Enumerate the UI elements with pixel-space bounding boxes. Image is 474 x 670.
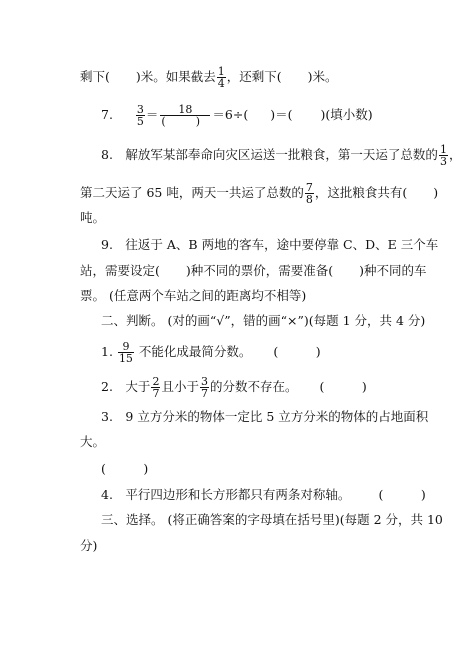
answer-paren[interactable]: ( ) bbox=[273, 344, 321, 359]
question-8-line-3: 吨。 bbox=[80, 210, 106, 225]
question-7: 7. $\frac{3}{5}$ ＝ $\frac{18}{( )}$ ＝6÷( )＝( )(填小数) bbox=[101, 103, 373, 128]
question-8-line-1: 8. 解放军某部奉命向灾区运送一批粮食，第一天运了总数的 $\frac{1}{3}$ ， bbox=[101, 143, 462, 168]
fraction-eighteen-over-blank: $\frac{18}{( )}$ bbox=[159, 104, 211, 127]
answer-paren[interactable]: ( ) bbox=[319, 379, 367, 394]
fraction-one-third: $\frac{1}{3}$ bbox=[439, 143, 447, 168]
fraction-one-quarter: $\frac{1}{4}$ bbox=[217, 65, 225, 90]
fraction-three-sevenths: $\frac{3}{7}$ bbox=[200, 375, 208, 400]
question-9-line-1: 9. 往返于 A、B 两地的客车，途中要停靠 C、D、E 三个车 bbox=[101, 237, 439, 252]
judgement-3-line-1: 3. 9 立方分米的物体一定比 5 立方分米的物体的占地面积 bbox=[101, 409, 429, 424]
question-9-line-2: 站，需要设定( )种不同的票价，需要准备( )种不同的车 bbox=[80, 263, 427, 278]
section-3-heading-line-2: 分) bbox=[80, 538, 98, 553]
fill-blank-line-remaining: 剩下( )米。如果截去 $\frac{1}{4}$ ，还剩下( )米。 bbox=[80, 65, 338, 90]
fraction-three-fifths: $\frac{3}{5}$ bbox=[136, 103, 144, 128]
answer-paren[interactable]: ( ) bbox=[101, 461, 149, 476]
section-2-heading: 二、判断。 (对的画“√”，错的画“×”)(每题 1 分，共 4 分) bbox=[101, 313, 426, 328]
judgement-3-answer[interactable] bbox=[101, 462, 148, 476]
judgement-2: 2. 大于 $\frac{2}{7}$ 且小于 $\frac{3}{7}$ 的分数不存在。 ( ) bbox=[101, 375, 367, 400]
judgement-3-line-2: 大。 bbox=[80, 434, 106, 449]
fraction-two-sevenths: $\frac{2}{7}$ bbox=[152, 375, 160, 400]
question-9-line-3: 票。 (任意两个车站之间的距离均不相等) bbox=[80, 288, 307, 303]
question-8-line-2: 第二天运了 65 吨，两天一共运了总数的 $\frac{7}{8}$ ，这批粮食共有( ) bbox=[80, 181, 439, 206]
fraction-seven-eighths: $\frac{7}{8}$ bbox=[305, 181, 313, 206]
answer-paren[interactable]: ( ) bbox=[378, 487, 426, 502]
judgement-1: 1. $\frac{9}{15}$ 不能化成最简分数。 ( ) bbox=[101, 340, 321, 365]
judgement-4: 4. 平行四边形和长方形都只有两条对称轴。 ( ) bbox=[101, 487, 426, 502]
section-3-heading-line-1: 三、选择。 (将正确答案的字母填在括号里)(每题 2 分，共 10 bbox=[101, 512, 443, 527]
fraction-nine-fifteenths: $\frac{9}{15}$ bbox=[118, 340, 133, 365]
